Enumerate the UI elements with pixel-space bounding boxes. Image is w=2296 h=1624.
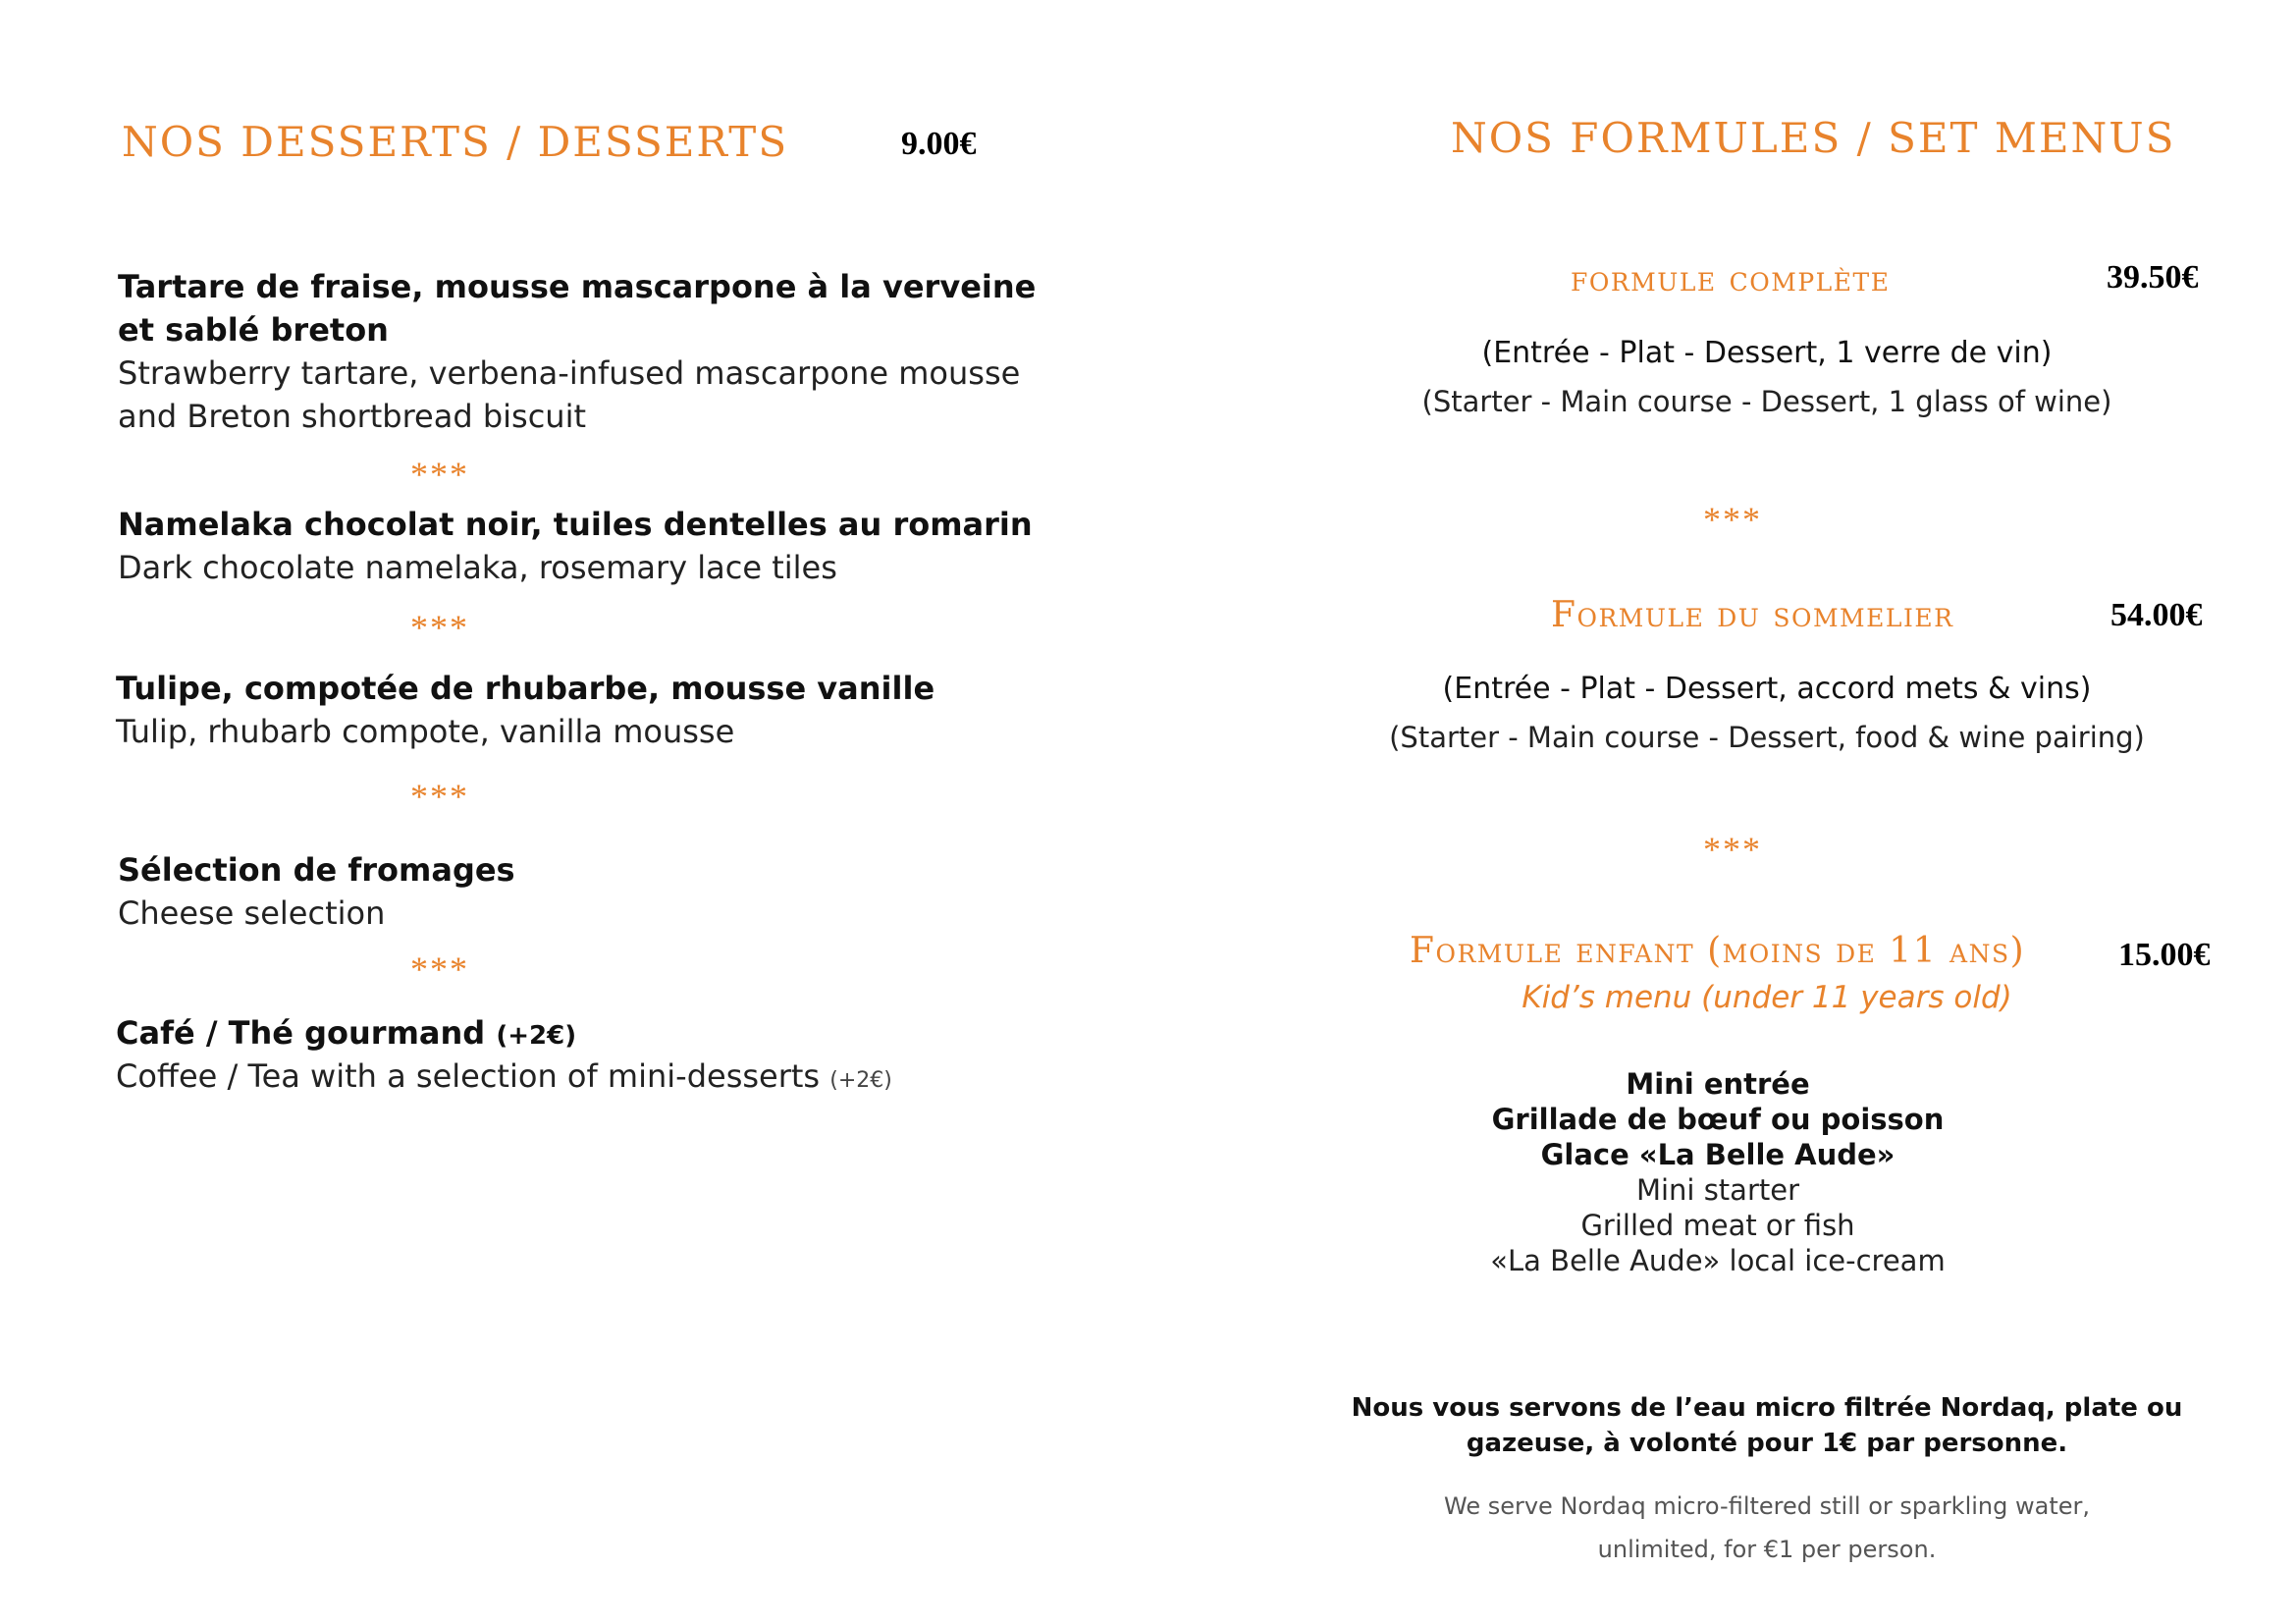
formula-sommelier-price: 54.00€ [2110,597,2203,633]
kids-item-fr: Mini entrée [1626,1067,1810,1101]
formula-kids-en-title: Kid’s menu (under 11 years old) [1522,980,2012,1015]
water-note-fr-line1: Nous vous servons de l’eau micro filtrée Nordaq, plate ou [1351,1393,2183,1423]
kids-item-fr: Grillade de bœuf ou poisson [1491,1103,1945,1136]
dessert-3-en: Tulip, rhubarb compote, vanilla mousse [116,713,735,750]
formula-complete-price: 39.50€ [2107,259,2199,296]
formula-kids-name: Formule enfant (moins de 11 ans) [1410,931,2026,971]
water-note-en-line2: unlimited, for €1 per person. [1597,1536,1937,1563]
water-note-en [1276,1485,2258,1571]
formula-complete-name: formule complète [1571,259,1891,299]
formula-sommelier-name: Formule du sommelier [1551,595,1954,635]
separator-stars: *** [1703,500,1762,539]
formula-complete-en: (Starter - Main course - Dessert, 1 glass of wine) [1421,385,2112,418]
formula-sommelier-fr: (Entrée - Plat - Dessert, accord mets & vins) [1442,672,2092,706]
desserts-title: NOS DESSERTS / DESSERTS [122,118,789,166]
dessert-1-fr-line1: Tartare de fraise, mousse mascarpone à la verveine [118,268,1037,305]
separator-stars: *** [410,777,469,816]
dessert-1-en-line2: and Breton shortbread biscuit [118,398,587,435]
separator-stars: *** [1703,830,1762,869]
desserts-price: 9.00€ [901,126,977,162]
dessert-3-fr: Tulipe, compotée de rhubarbe, mousse vanille [116,670,935,707]
dessert-1-en-line1: Strawberry tartare, verbena-infused mascarpone mousse [118,354,1021,392]
dessert-4-en: Cheese selection [118,894,386,932]
separator-stars: *** [410,455,469,494]
dessert-2-fr: Namelaka chocolat noir, tuiles dentelles au romarin [118,506,1033,543]
water-note-fr [1276,1390,2258,1461]
formula-complete-fr: (Entrée - Plat - Dessert, 1 verre de vin) [1481,336,2053,370]
dessert-5-en-label: Coffee / Tea with a selection of mini-desserts [116,1057,821,1095]
kids-menu-list [1423,1066,2012,1278]
separator-stars: *** [410,949,469,989]
dessert-5-en-extra: (+2€) [829,1068,892,1093]
water-note-fr-line2: gazeuse, à volonté pour 1€ par personne. [1466,1429,2068,1458]
separator-stars: *** [410,608,469,647]
dessert-1-fr-line2: et sablé breton [118,311,389,349]
kids-item-en: «La Belle Aude» local ice-cream [1490,1244,1946,1277]
kids-item-fr: Glace «La Belle Aude» [1540,1138,1896,1171]
dessert-5-fr-extra: (+2€) [496,1021,577,1051]
kids-item-en: Mini starter [1635,1173,1800,1207]
formula-sommelier-en: (Starter - Main course - Dessert, food & wine pairing) [1389,721,2145,754]
formulas-title: NOS FORMULES / SET MENUS [1451,114,2176,162]
dessert-2-en: Dark chocolate namelaka, rosemary lace tiles [118,549,837,586]
water-note-en-line1: We serve Nordaq micro-filtered still or sparkling water, [1444,1492,2090,1520]
formula-kids-price: 15.00€ [2118,937,2211,973]
dessert-4-fr: Sélection de fromages [118,851,515,889]
dessert-5-fr-label: Café / Thé gourmand [116,1014,486,1052]
dessert-5-fr [116,1011,576,1057]
dessert-5-en [116,1055,892,1103]
kids-item-en: Grilled meat or fish [1580,1209,1855,1242]
